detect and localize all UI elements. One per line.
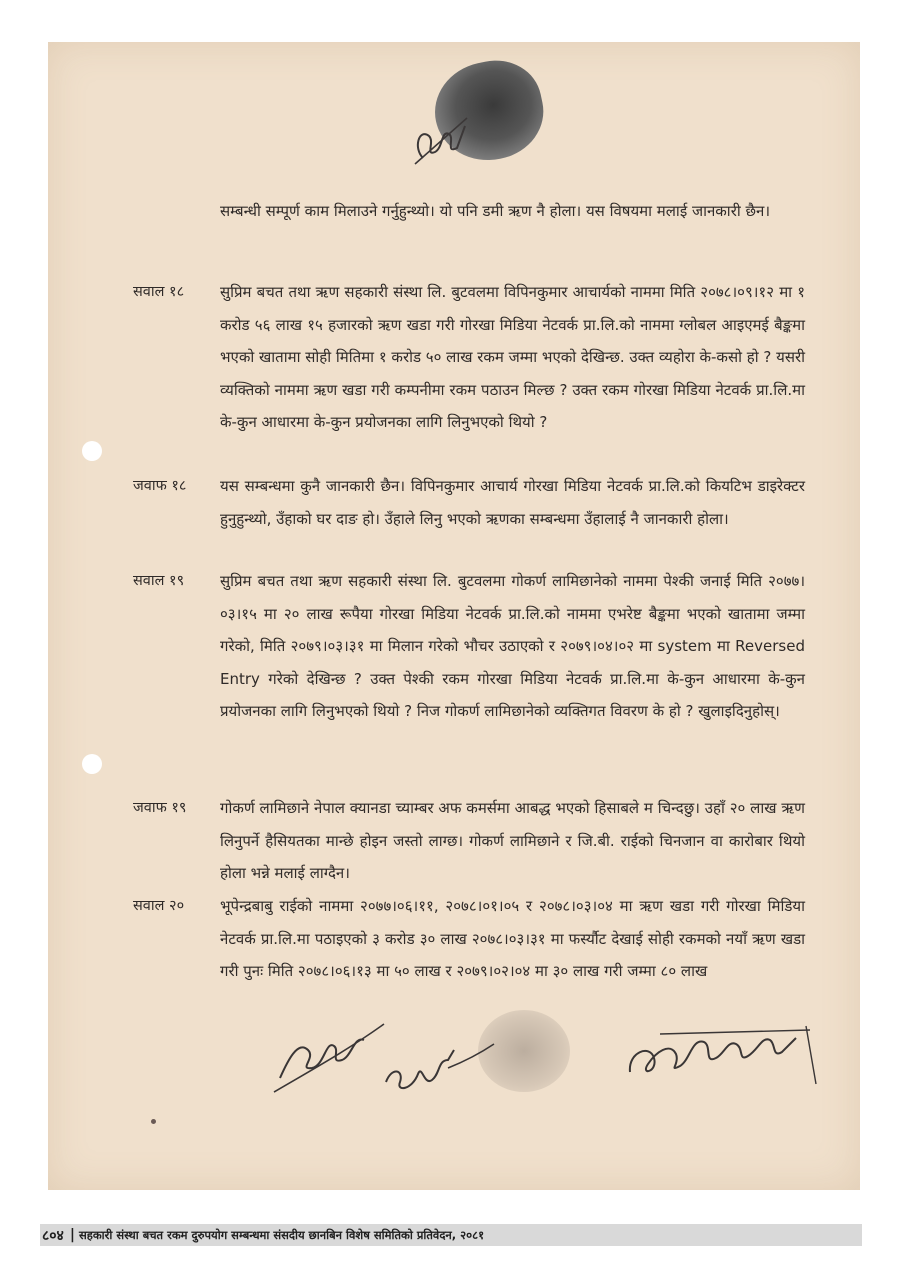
page-footer: [40, 1224, 862, 1246]
initials-signature-top: [405, 108, 475, 168]
punch-hole: [82, 441, 102, 461]
answer-18-label: जवाफ १८: [133, 478, 187, 494]
report-title: सहकारी संस्था बचत रकम दुरुपयोग सम्बन्धमा संसदीय छानबिन विशेष समितिको प्रतिवेदन, २०८१: [78, 1227, 485, 1242]
page-number: ८०४: [42, 1227, 64, 1244]
punch-hole: [82, 754, 102, 774]
question-19-label: सवाल १९: [133, 573, 185, 589]
answer-19-text: गोकर्ण लामिछाने नेपाल क्यानडा च्याम्बर अफ कमर्समा आबद्ध भएको हिसाबले म चिन्दछु। उहाँ २० लाख ऋण लिनुपर्ने हैसियतका मान्छे होइन जस्तो लाग्छ। गोकर्ण लामिछाने र जि.बी. राईको चिनजान वा कारोबार थियो होला भन्ने मलाई लाग्दैन।: [220, 799, 805, 882]
continuation-text: सम्बन्धी सम्पूर्ण काम मिलाउने गर्नुहुन्थ्यो। यो पनि डमी ऋण नै होला। यस विषयमा मलाई जानकारी छैन।: [220, 202, 771, 220]
answer-18-text: यस सम्बन्धमा कुनै जानकारी छैन। विपिनकुमार आचार्य गोरखा मिडिया नेटवर्क प्रा.लि.को कियटिभ डाइरेक्टर हुनुहुन्थ्यो, उँहाको घर दाङ हो। उँहाले लिनु भएको ऋणका सम्बन्धमा उँहालाई नै जानकारी होला।: [220, 477, 805, 528]
signature-left: [268, 1010, 388, 1100]
question-20-label: सवाल २०: [133, 898, 185, 914]
question-20-text: भूपेन्द्रबाबु राईको नाममा २०७७।०६।११, २०७८।०१।०५ र २०७८।०३।०४ मा ऋण खडा गरी गोरखा मिडिया नेटवर्क प्रा.लि.मा पठाइएको ३ करोड ३० लाख २०७८।०३।३१ मा फर्स्यौट देखाई सोही रकमको नयाँ ऋण खडा गरी पुनः मिति २०७८।०६।१३ मा ५० लाख र २०७९।०२।०४ मा ३० लाख गरी जम्मा ८० लाख: [220, 897, 805, 980]
question-19-text: सुप्रिम बचत तथा ऋण सहकारी संस्था लि. बुटवलमा गोकर्ण लामिछानेको नाममा पेश्की जनाई मिति २०७७।०३।१५ मा २० लाख रूपैया गोरखा मिडिया नेटवर्क प्रा.लि.को नाममा एभरेष्ट बैङ्कमा भएको खातामा जम्मा गरेको, मिति २०७९।०३।३१ मा मिलान गरेको भौचर उठाएको र २०७९।०४।०२ मा system मा Reversed Entry गरेको देखिन्छ ? उक्त पेश्की रकम गोरखा मिडिया नेटवर्क प्रा.लि.मा के-कुन आधारमा के-कुन प्रयोजनका लागि लिनुभएको थियो ? निज गोकर्ण लामिछानेको व्यक्तिगत विवरण के हो ? खुलाइदिनुहोस्।: [220, 572, 805, 720]
signature-right: [620, 1012, 820, 1092]
question-18-text: सुप्रिम बचत तथा ऋण सहकारी संस्था लि. बुटवलमा विपिनकुमार आचार्यको नाममा मिति २०७८।०९।१२ मा १ करोड ५६ लाख १५ हजारको ऋण खडा गरी गोरखा मिडिया नेटवर्क प्रा.लि.को नाममा ग्लोबल आइएमई बैङ्कमा भएको खातामा सोही मितिमा १ करोड ५० लाख रकम जम्मा भएको देखिन्छ. उक्त व्यहोरा के-कसो हो ? यसरी व्यक्तिको नाममा ऋण खडा गरी कम्पनीमा रकम पठाउन मिल्छ ? उक्त रकम गोरखा मिडिया नेटवर्क प्रा.लि.मा के-कुन आधारमा के-कुन प्रयोजनका लागि लिनुभएको थियो ?: [220, 283, 805, 431]
signature-middle: [378, 1030, 498, 1100]
question-18-label: सवाल १८: [133, 284, 185, 300]
ink-speck: [151, 1119, 156, 1124]
answer-19-label: जवाफ १९: [133, 800, 187, 816]
footer-separator: |: [69, 1227, 75, 1243]
